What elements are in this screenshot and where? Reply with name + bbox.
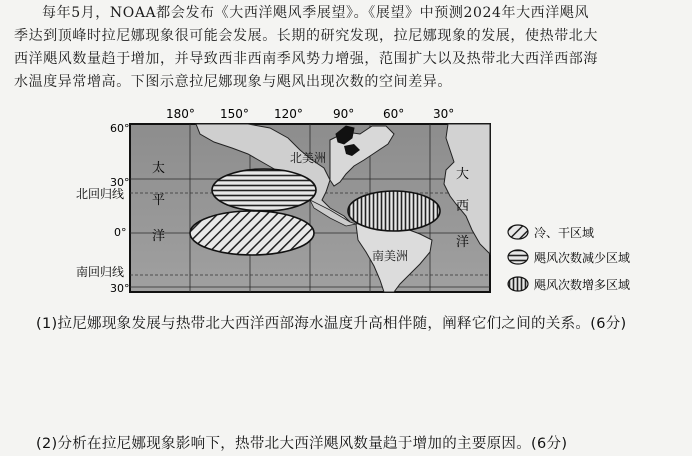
intro-line-3: 西洋飓风数量趋于增加，并导致西非西南季风势力增强，范围扩大以及热带北大西洋西部海	[14, 51, 598, 67]
tropic-capricorn-label: 南回归线	[76, 265, 125, 279]
legend-swatch-horizontal	[508, 250, 528, 264]
north-america-label: 北美洲	[290, 151, 327, 165]
pacific-char: 平	[152, 193, 166, 208]
question-2: (2)分析在拉尼娜现象影响下，热带北大西洋飓风数量趋于增加的主要原因。(6分)	[36, 436, 568, 452]
pacific-char: 洋	[152, 229, 166, 244]
lon-label: 30°	[433, 107, 455, 121]
lon-label: 150°	[220, 107, 249, 121]
intro-line-4: 水温度异常增高。下图示意拉尼娜现象与飓风出现次数的空间差异。	[14, 74, 452, 90]
lat-label: 30°	[110, 282, 130, 295]
lon-label: 60°	[383, 107, 405, 121]
lon-label: 120°	[274, 107, 303, 121]
intro-line-1: 每年5月，NOAA都会发布《大西洋飓风季展望》。《展望》中预测2024年大西洋飓风	[42, 5, 590, 21]
question-1: (1)拉尼娜现象发展与热带北大西洋西部海水温度升高相伴随，阐释它们之间的关系。(6分)	[36, 316, 627, 332]
legend-swatch-vertical	[508, 277, 528, 291]
atlantic-char: 大	[456, 167, 470, 182]
legend-label: 飓风次数减少区域	[534, 251, 631, 265]
legend-swatch-diagonal	[508, 225, 528, 239]
map-svg	[0, 104, 692, 304]
legend-label: 冷、干区域	[534, 226, 595, 240]
cold-dry-area	[190, 211, 314, 255]
lon-label: 180°	[166, 107, 195, 121]
lon-label: 90°	[333, 107, 355, 121]
lat-label: 30°	[110, 176, 130, 189]
intro-line-2: 季达到顶峰时拉尼娜现象很可能会发展。长期的研究发现，拉尼娜现象的发展，使热带北大	[14, 28, 598, 44]
atlantic-char: 洋	[456, 235, 470, 250]
intro-paragraph	[14, 2, 686, 94]
legend-label: 飓风次数增多区域	[534, 278, 631, 292]
tropic-cancer-label: 北回归线	[76, 187, 125, 201]
map-figure	[0, 104, 692, 304]
atlantic-char: 西	[456, 199, 470, 214]
lat-label: 0°	[114, 226, 127, 239]
lat-label: 60°	[110, 122, 130, 135]
hurricane-increase-area	[348, 191, 440, 231]
pacific-char: 太	[152, 161, 166, 176]
south-america-label: 南美洲	[372, 249, 409, 263]
hurricane-decrease-area	[212, 169, 316, 211]
